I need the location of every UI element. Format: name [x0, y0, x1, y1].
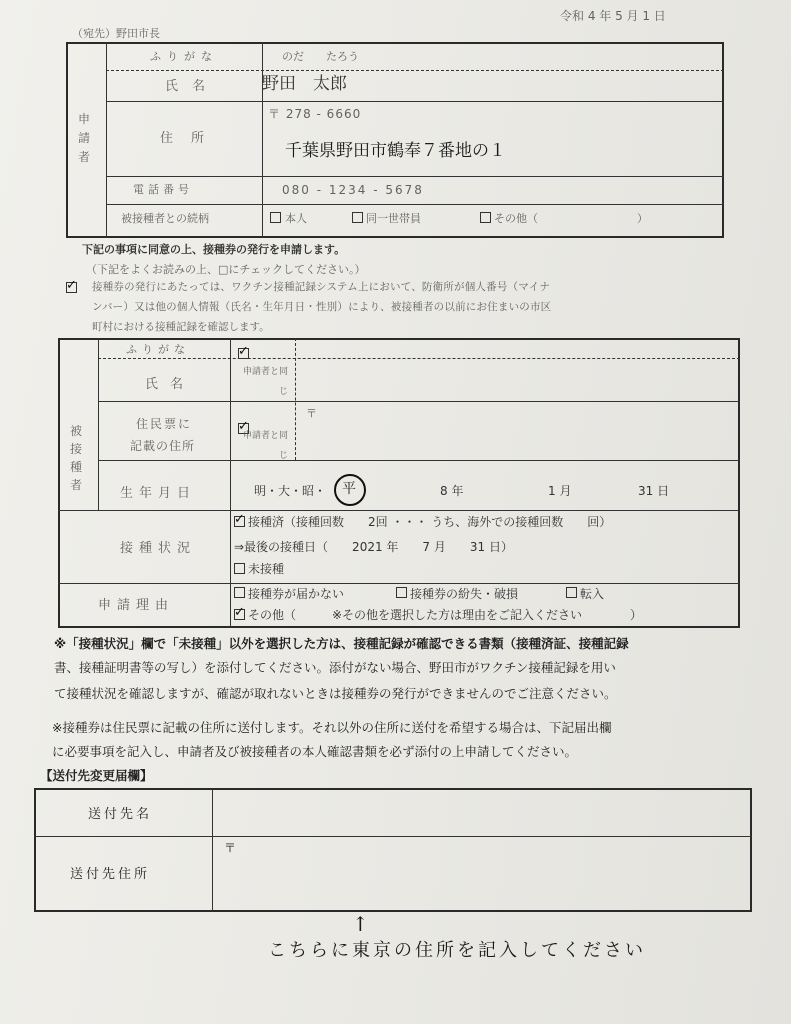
recipient-address-same-label: 申請者と同じ [242, 431, 288, 461]
application-date: 令和 4 年 5 月 1 日 [560, 9, 666, 23]
birth-year: 8 年 [440, 484, 464, 498]
applicant-furigana-label: ふりがな [150, 50, 218, 63]
vaccination-status-label: 接種状況 [120, 541, 197, 556]
status-done-text: 接種済（接種回数 2回 ・・・ うち、海外での接種回数 回） [248, 515, 612, 529]
recipient-postal-mark: 〒 [306, 407, 317, 420]
birth-eras: 明・大・昭・ [254, 484, 327, 498]
recipient-name-same-label: 申請者と同じ [242, 367, 288, 397]
recipient-side-label: 被接種者 [70, 424, 83, 492]
applicant-name-label: 氏名 [165, 79, 220, 94]
note-1-line-b: 書、接種証明書等の写し）を添付してください。添付がない場合、野田市がワクチン接種記録を用い [54, 660, 616, 675]
reason-not-received-checkbox[interactable] [234, 587, 245, 598]
relation-household-label: 同一世帯員 [366, 212, 421, 225]
resident-address-label-2: 記載の住所 [130, 439, 196, 453]
applicant-side-label: 申請者 [78, 112, 91, 164]
handwritten-arrow: ↑ [352, 912, 372, 936]
status-none-text: 未接種 [248, 562, 285, 576]
birth-month: 1 月 [548, 484, 572, 498]
note-2-line-b: に必要事項を記入し、申請者及び被接種者の本人確認書類を必ず添付の上申請してください。 [52, 744, 578, 759]
status-done-checkbox[interactable] [234, 516, 245, 527]
delivery-address-label: 送付先住所 [70, 867, 151, 882]
resident-address-label-1: 住民票に [136, 417, 193, 431]
applicant-phone-label: 電話番号 [133, 183, 193, 196]
consent-line-3: 接種券の発行にあたっては、ワクチン接種記録システム上において、防衛所が個人番号（マイナ [92, 281, 551, 293]
reason-label: 申請理由 [98, 598, 175, 613]
applicant-furigana-value: のだ たろう [282, 50, 359, 63]
applicant-name-value: 野田 太郎 [262, 74, 347, 94]
consent-line-2: （下記をよくお読みの上、□にチェックしてください。） [86, 263, 366, 276]
applicant-phone-value: 080 - 1234 - 5678 [282, 183, 424, 197]
relation-other-label: その他（ ） [494, 212, 648, 225]
status-none-checkbox[interactable] [234, 563, 245, 574]
birth-era-selected: 平 [342, 481, 356, 497]
consent-checkbox[interactable] [66, 282, 77, 293]
consent-line-5: 町村における接種記録を確認します。 [92, 321, 270, 333]
reason-move-in-checkbox[interactable] [566, 587, 577, 598]
birth-day: 31 日 [638, 484, 670, 498]
status-last-date-text: ⇒最後の接種日（ 2021 年 7 月 31 日） [234, 540, 513, 554]
handwritten-note: こちらに東京の住所を記入してください [268, 940, 646, 961]
reason-lost-label: 接種券の紛失・破損 [410, 587, 519, 601]
applicant-relation-label: 被接種者との続柄 [121, 212, 209, 225]
reason-move-in-label: 転入 [580, 587, 605, 601]
relation-self-label: 本人 [285, 212, 307, 225]
delivery-name-input[interactable] [214, 790, 750, 834]
addressee: （宛先）野田市長 [72, 27, 160, 40]
relation-self-checkbox[interactable] [270, 212, 281, 223]
delivery-address-input[interactable] [214, 838, 750, 910]
recipient-furigana-label: ふりがな [126, 343, 190, 356]
note-2-line-a: ※接種券は住民票に記載の住所に送付します。それ以外の住所に送付を希望する場合は、下記届出欄 [52, 720, 612, 735]
consent-line-1: 下記の事項に同意の上、接種券の発行を申請します。 [82, 243, 346, 256]
relation-other-checkbox[interactable] [480, 212, 491, 223]
applicant-postal: 〒 278 - 6660 [268, 107, 362, 121]
applicant-address-value: 千葉県野田市鶴奉７番地の１ [285, 141, 506, 161]
consent-line-4: ンバー）又は他の個人情報（氏名・生年月日・性別）により、被接種者の以前にお住まいの市区 [92, 301, 552, 313]
recipient-name-label: 氏名 [145, 377, 196, 392]
note-1-line-c: て接種状況を確認しますが、確認が取れないときは接種券の発行ができませんのでご注意ください。 [54, 686, 617, 701]
delivery-postal-mark: 〒 [224, 841, 237, 855]
delivery-section-title: 【送付先変更届欄】 [40, 768, 153, 783]
applicant-address-label: 住所 [160, 131, 223, 146]
reason-other-label: その他（ ※その他を選択した方は理由をご記入ください ） [248, 608, 643, 622]
reason-lost-checkbox[interactable] [396, 587, 407, 598]
note-1-line-a: ※「接種状況」欄で「未接種」以外を選択した方は、接種記録が確認できる書類（接種済証、接種記録 [54, 636, 629, 651]
reason-other-checkbox[interactable] [234, 609, 245, 620]
reason-not-received-label: 接種券が届かない [248, 587, 345, 601]
delivery-name-label: 送付先名 [88, 807, 153, 822]
relation-household-checkbox[interactable] [352, 212, 363, 223]
birth-date-label: 生年月日 [120, 486, 197, 501]
recipient-name-same-checkbox[interactable] [238, 348, 249, 359]
